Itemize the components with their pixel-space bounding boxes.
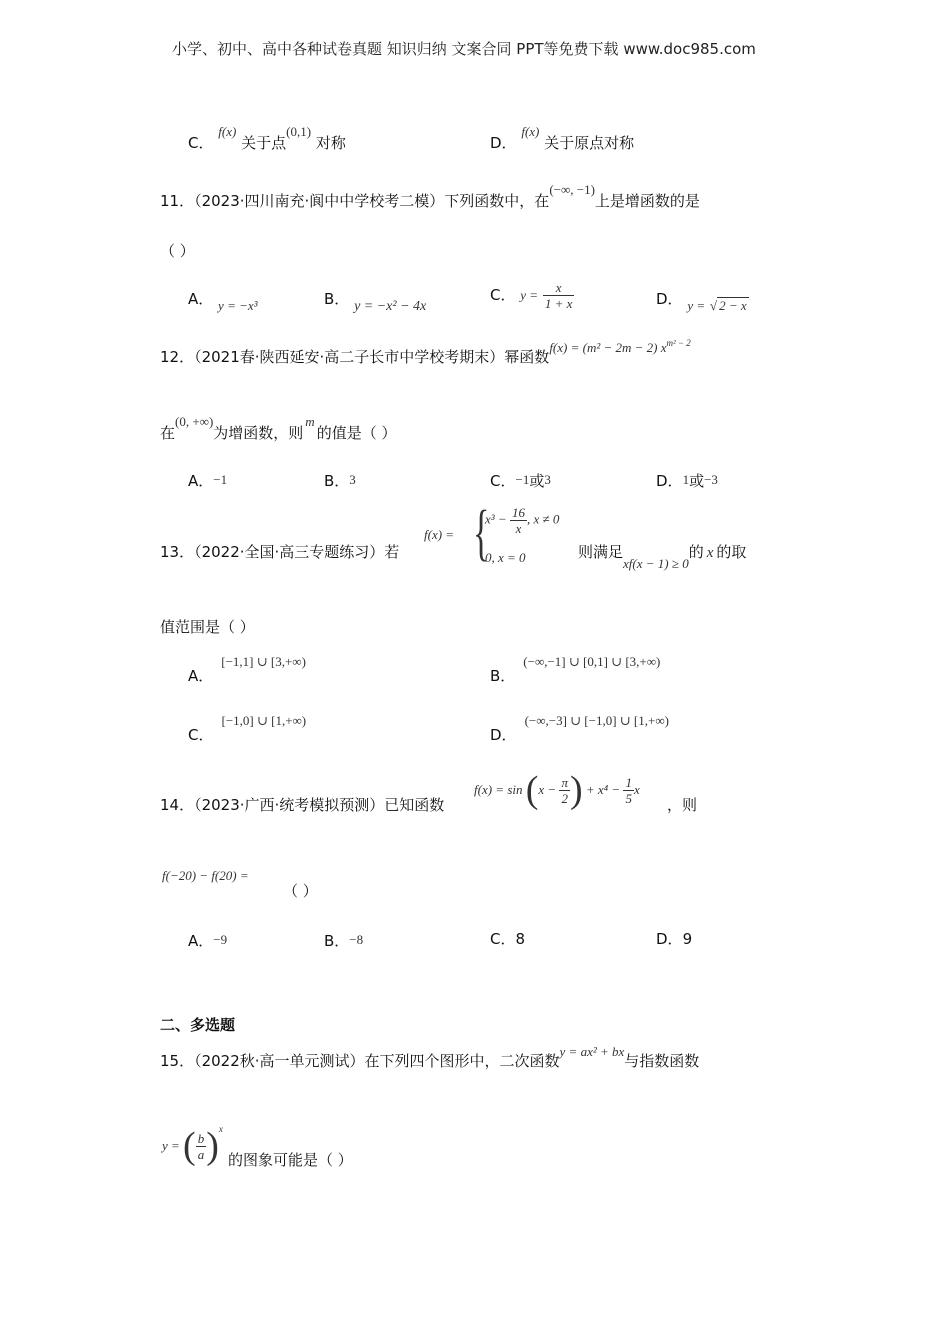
text: 关于原点对称	[544, 134, 635, 152]
q12-option-b	[324, 468, 356, 489]
text: 的	[688, 543, 704, 561]
option-label: C．	[490, 472, 516, 490]
q12-option-d	[656, 468, 718, 489]
text: 的值是（ ）	[316, 424, 397, 442]
math-interval: (−∞, −1)	[549, 182, 595, 197]
option-label: D．	[656, 930, 683, 948]
numerator: π	[561, 774, 568, 790]
math: f(x) = sin	[474, 782, 523, 797]
math-func: f(x) = (m² − 2m − 2) x	[549, 340, 667, 355]
denominator: 1 + x	[544, 296, 573, 311]
text: 为增函数，则	[213, 424, 304, 442]
radicand: 2 − x	[719, 298, 747, 313]
math: −1	[515, 472, 530, 487]
math: −1	[213, 472, 228, 487]
math: x	[633, 782, 640, 797]
math: −3	[704, 472, 718, 487]
fraction	[543, 280, 575, 311]
math: y =	[520, 287, 539, 303]
math-exponent: x	[218, 1124, 223, 1134]
q13-option-a	[188, 650, 306, 685]
page-header: 小学、初中、高中各种试卷真题 知识归纳 文案合同 PPT等免费下载 www.doc985.com	[172, 40, 756, 58]
math: x −	[538, 782, 557, 797]
q15-exp-function	[162, 1124, 223, 1168]
numerator: 16	[511, 505, 525, 520]
text: 15．（2022秋·高一单元测试）在下列四个图形中，二次函数	[160, 1052, 560, 1070]
denominator: 5	[625, 790, 632, 806]
math-x: x	[706, 545, 714, 561]
math: −8	[349, 932, 364, 947]
q11-option-a	[188, 288, 258, 313]
q11-option-d	[656, 288, 749, 313]
option-label: B．	[324, 932, 350, 950]
q14-expr: f(−20) − f(20) =	[162, 868, 249, 883]
option-label: A．	[188, 290, 214, 308]
option-label: D．	[490, 726, 517, 744]
text: 12．（2021春·陕西延安·高二子长市中学校考期末）幂函数	[160, 348, 550, 366]
math: [−1,1] ∪ [3,+∞)	[221, 654, 306, 669]
left-paren: (	[183, 1125, 196, 1167]
math: , x ≠ 0	[526, 511, 560, 527]
q14-option-d	[656, 928, 692, 949]
option-label: D．	[656, 290, 683, 308]
right-paren: )	[206, 1125, 219, 1167]
q13-option-b	[490, 650, 661, 685]
math-interval: (0, +∞)	[175, 414, 214, 429]
text: 11．（2023·四川南充·阆中中学校考二模）下列函数中，在	[160, 192, 550, 210]
math: + x⁴ −	[585, 782, 621, 797]
math: 1	[682, 472, 690, 487]
q11-option-c	[490, 280, 574, 311]
math: [−1,0] ∪ [1,+∞)	[221, 713, 307, 728]
text: 对称	[315, 134, 346, 152]
q14-tail: ，则	[667, 796, 698, 814]
numerator: x	[543, 280, 575, 296]
q11-option-b	[324, 288, 427, 314]
math: −9	[213, 932, 228, 947]
option-label: A．	[188, 472, 214, 490]
q13-brace: {	[473, 499, 490, 567]
math: 3	[544, 472, 551, 487]
option-label: B．	[324, 472, 350, 490]
fraction	[196, 1131, 207, 1162]
q13-tail	[578, 541, 747, 571]
q14-paren: （ ）	[283, 882, 318, 900]
math: y =	[162, 1138, 180, 1153]
value: 8	[515, 930, 526, 948]
text: 在	[160, 424, 176, 442]
math-f: f(x)	[218, 124, 237, 139]
section-title: 二、多选题	[160, 1016, 236, 1034]
q12-line2	[160, 410, 397, 442]
q13-stem: 13．（2022·全国·高三专题练习）若	[160, 543, 400, 561]
math-m: m	[305, 414, 315, 429]
math: (−∞,−3] ∪ [−1,0] ∪ [1,+∞)	[524, 713, 669, 728]
q14-stem: 14．（2023·广西·统考模拟预测）已知函数	[160, 796, 445, 814]
math: y =	[687, 298, 706, 313]
text: 与指数函数	[624, 1052, 700, 1070]
denominator: 2	[561, 790, 568, 806]
math-quadratic: y = ax² + bx	[559, 1044, 625, 1059]
q14-option-c	[490, 928, 525, 949]
option-label: A．	[188, 932, 214, 950]
q11-stem	[160, 178, 700, 210]
option-label: B．	[490, 667, 516, 685]
option-label: D．	[656, 472, 683, 490]
text: 上是增函数的是	[594, 192, 700, 210]
right-paren: )	[569, 769, 583, 811]
left-paren: (	[525, 769, 539, 811]
q12-option-c	[490, 468, 551, 489]
text: 或	[529, 472, 545, 490]
q10-option-c	[188, 120, 346, 152]
fraction	[510, 505, 527, 536]
option-label: C．	[188, 726, 214, 744]
math-exponent: m² − 2	[666, 338, 691, 348]
q13-case1	[485, 505, 559, 536]
q13-option-c	[188, 709, 307, 744]
q13-case2: 0, x = 0	[485, 550, 526, 565]
text: 或	[689, 472, 705, 490]
q14-option-a	[188, 928, 227, 949]
option-label: C．	[490, 286, 516, 304]
sqrt-icon: √	[709, 298, 718, 313]
text: 则满足	[578, 543, 624, 561]
denominator: a	[197, 1146, 205, 1162]
numerator: 1	[625, 774, 632, 790]
math-ineq: xf(x − 1) ≥ 0	[623, 556, 689, 571]
q12-option-a	[188, 468, 227, 489]
q10-option-d	[490, 120, 635, 152]
q13-func-name: f(x) =	[424, 527, 455, 542]
option-label: A．	[188, 667, 214, 685]
q14-option-b	[324, 928, 363, 949]
q13-line2: 值范围是（ ）	[160, 618, 255, 636]
numerator: b	[197, 1130, 205, 1146]
math: y = −x³	[218, 298, 258, 313]
option-label: B．	[324, 290, 350, 308]
fraction-pi	[559, 775, 570, 806]
text: 的取	[716, 543, 747, 561]
value: 9	[682, 930, 693, 948]
q15-stem	[160, 1040, 700, 1070]
q15-line2: 的图象可能是（ ）	[228, 1151, 353, 1169]
q14-function	[474, 768, 640, 818]
q11-paren: （ ）	[160, 242, 195, 260]
math: 3	[349, 472, 356, 487]
option-label: C．	[188, 134, 214, 152]
math: (−∞,−1] ∪ [0,1] ∪ [3,+∞)	[523, 654, 661, 669]
math-f: f(x)	[521, 124, 540, 139]
option-label: D．	[490, 134, 517, 152]
math-point: (0,1)	[286, 124, 312, 139]
q12-stem	[160, 336, 691, 366]
math: x³ −	[485, 511, 507, 527]
q13-option-d	[490, 709, 669, 744]
option-label: C．	[490, 930, 516, 948]
text: 关于点	[241, 134, 287, 152]
fraction-k	[623, 775, 634, 806]
denominator: x	[515, 521, 522, 536]
math: y = −x² − 4x	[354, 299, 427, 314]
